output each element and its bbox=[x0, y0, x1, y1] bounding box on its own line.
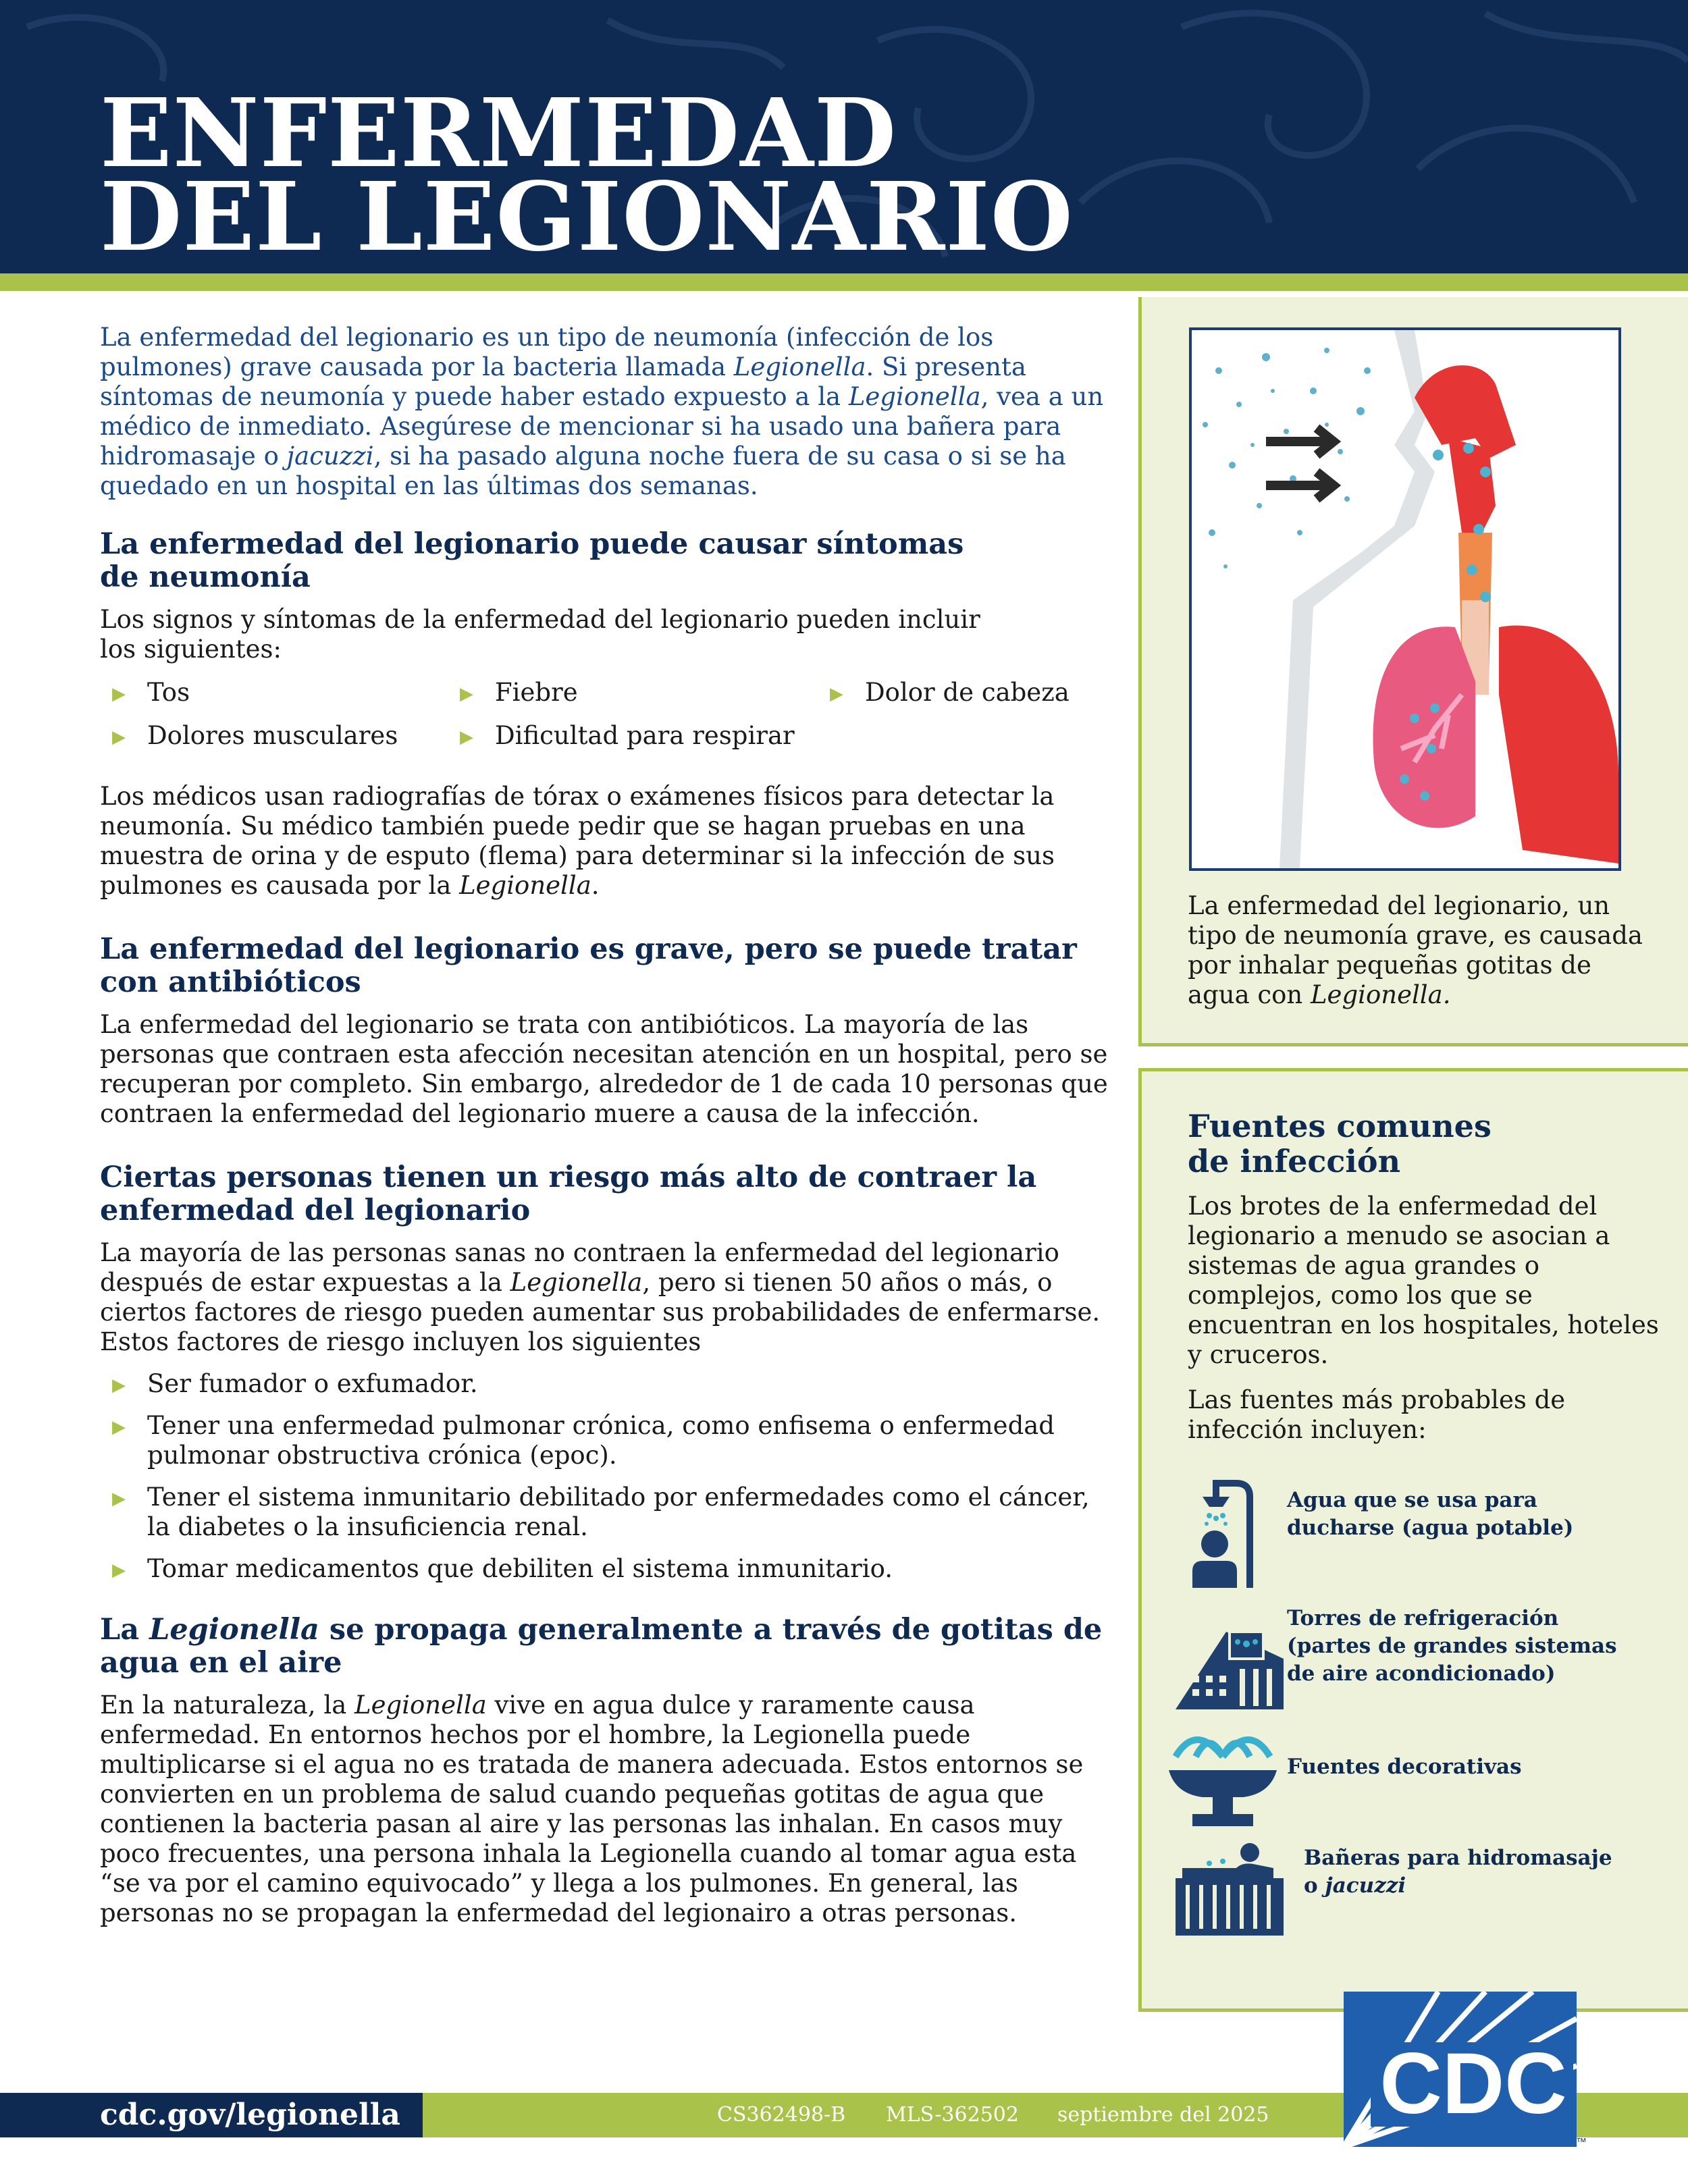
source-item-fountain bbox=[1162, 1716, 1675, 1831]
sources-panel bbox=[1138, 1068, 1688, 2012]
source-label-italic: jacuzzi bbox=[1325, 1873, 1406, 1898]
symptoms-intro-line-2: los siguientes: bbox=[100, 635, 282, 664]
illustration-panel bbox=[1138, 297, 1688, 1046]
caption-italic: Legionella. bbox=[1310, 980, 1451, 1009]
source-label bbox=[1304, 1844, 1612, 1900]
sources-heading bbox=[1188, 1109, 1492, 1179]
footer-date: septiembre del 2025 bbox=[1057, 2103, 1269, 2127]
symptoms-list bbox=[100, 678, 1119, 751]
sources-paragraph: Los brotes de la enfermedad del legionario a menudo se asocian a sistemas de agua grandes o complejos, como los que se encuentran en los hospitales, hoteles y cruceros. bbox=[1188, 1192, 1659, 1369]
cdc-logo bbox=[1344, 1992, 1587, 2154]
intro-text-4: , si ha pasado alguna noche fuera de su casa o si se ha quedado en un hospital en las últimas dos semanas. bbox=[100, 442, 1066, 500]
diagnosis-italic: Legionella bbox=[459, 871, 591, 900]
footer-url-link[interactable]: cdc.gov/legionella bbox=[0, 2093, 423, 2137]
spread-heading-post: se propaga generalmente a través de gotitas de bbox=[319, 1613, 1103, 1647]
spread-text: En la naturaleza, la bbox=[100, 1690, 355, 1720]
cdc-logo-text: CDC bbox=[1379, 2035, 1567, 2132]
footer-code-1: CS362498-B bbox=[717, 2103, 846, 2127]
header-banner bbox=[0, 0, 1688, 273]
list-item: ▶ Tomar medicamentos que debiliten el sistema inmunitario. bbox=[100, 1554, 1119, 1584]
sources-intro: Las fuentes más probables de infección incluyen: bbox=[1188, 1385, 1566, 1444]
fountain-icon bbox=[1162, 1716, 1284, 1831]
sources-heading-line-1: Fuentes comunes bbox=[1188, 1108, 1492, 1144]
hot-tub-icon bbox=[1162, 1831, 1290, 1946]
risk-heading bbox=[100, 1161, 1119, 1227]
shower-icon bbox=[1162, 1476, 1284, 1591]
lung-illustration bbox=[1189, 327, 1621, 871]
spread-italic: Legionella bbox=[354, 1690, 487, 1720]
list-item: ▶ Dolores musculares bbox=[100, 721, 448, 751]
symptoms-heading-line-2: de neumonía bbox=[100, 560, 311, 594]
source-label-line: Torres de refrigeración bbox=[1287, 1606, 1559, 1630]
risk-text: La mayoría de las personas sanas no contraen la enfermedad del legionario después de estar expuestas a la bbox=[100, 1238, 1059, 1297]
risk-heading-line-2: enfermedad del legionario bbox=[100, 1194, 531, 1227]
intro-paragraph bbox=[100, 323, 1119, 501]
spread-heading-pre: La bbox=[100, 1613, 150, 1647]
treatment-paragraph: La enfermedad del legionario se trata con antibióticos. La mayoría de las personas que contraen esta afección necesitan atención en un hospital, pero se recuperan por completo. Sin embargo, alrededor de 1 de cada 10 personas que contraen la enfermedad del legionario muere a causa de la infección. bbox=[100, 1010, 1108, 1128]
spread-heading-italic: Legionella bbox=[149, 1613, 319, 1647]
list-item: ▶ Tener una enfermedad pulmonar crónica, como enfisema o enfermedad pulmonar obstructiva crónica (epoc). bbox=[100, 1411, 1119, 1470]
intro-italic-3: jacuzzi bbox=[286, 442, 374, 471]
source-label bbox=[1287, 1487, 1573, 1542]
cooling-tower-icon bbox=[1162, 1605, 1290, 1720]
intro-text-2: . Si presenta síntomas de neumonía y puede haber estado expuesto a la bbox=[100, 352, 1026, 411]
intro-text-1: La enfermedad del legionario es un tipo de neumonía (infección de los pulmones) grave causada por la bacteria llamada bbox=[100, 323, 994, 381]
symptoms-intro bbox=[100, 605, 1119, 664]
symptoms-intro-line-1: Los signos y síntomas de la enfermedad del legionario pueden incluir bbox=[100, 605, 980, 634]
cdc-logo-tm: ™ bbox=[1576, 2137, 1587, 2148]
header-divider bbox=[0, 273, 1688, 291]
treatment-heading-line-2: con antibióticos bbox=[100, 965, 361, 999]
source-label-line: Bañeras para hidromasaje bbox=[1304, 1846, 1612, 1870]
source-item-hot-tub bbox=[1162, 1831, 1675, 1946]
risk-text-end: , pero si tienen 50 años o más, o ciertos factores de riesgo pueden aumentar sus probabilidades de enfermarse. Estos factores de riesgo incluyen los siguientes bbox=[100, 1268, 1101, 1356]
spread-heading-line-1 bbox=[100, 1614, 1119, 1647]
spread-paragraph bbox=[100, 1690, 1119, 1928]
list-item: ▶ Dificultad para respirar bbox=[448, 721, 818, 751]
treatment-heading-line-1: La enfermedad del legionario es grave, pero se puede tratar bbox=[100, 932, 1077, 966]
diagnosis-paragraph bbox=[100, 782, 1119, 901]
source-label-line bbox=[1304, 1872, 1612, 1900]
treatment-heading bbox=[100, 933, 1119, 999]
respiratory-diagram-icon bbox=[1192, 330, 1618, 868]
spread-text-end: vive en agua dulce y raramente causa enfermedad. En entornos hechos por el hombre, la Legionella puede multiplicarse si el agua no es tratada de manera adecuada. Estos entornos se convierten en un problema de salud cuando pequeñas gotitas de agua que contienen la bacteria pasan al aire y las personas las inhalan. En casos muy poco frecuentes, una persona inhala la Legionella cuando al tomar agua esta “se va por el camino equivocado” y llega a los pulmones. En general, las personas no se propagan la enfermedad del legionairo a otras personas. bbox=[100, 1690, 1084, 1927]
list-item: ▶ Tos bbox=[100, 678, 448, 708]
risk-paragraph bbox=[100, 1238, 1119, 1357]
risk-list bbox=[100, 1369, 1119, 1584]
list-item: ▶ Fiebre bbox=[448, 678, 818, 708]
source-label-line: (partes de grandes sistemas bbox=[1287, 1634, 1617, 1658]
title-line-1: ENFERMEDAD bbox=[100, 78, 897, 189]
illustration-caption bbox=[1188, 891, 1654, 1010]
source-item-shower bbox=[1162, 1476, 1675, 1591]
list-item: ▶ Ser fumador o exfumador. bbox=[100, 1369, 1119, 1399]
intro-italic-1: Legionella bbox=[733, 352, 866, 381]
source-label bbox=[1287, 1605, 1617, 1688]
diagnosis-text-end: . bbox=[591, 871, 600, 900]
intro-text-3: , vea a un médico de inmediato. Asegúrese de mencionar si ha usado una bañera para hidromasaje o bbox=[100, 382, 1104, 471]
risk-heading-line-1: Ciertas personas tienen un riesgo más alto de contraer la bbox=[100, 1161, 1037, 1194]
page-title bbox=[100, 78, 1074, 273]
main-column bbox=[100, 323, 1119, 1928]
intro-italic-2: Legionella bbox=[848, 382, 981, 411]
source-label-line: ducharse (agua potable) bbox=[1287, 1516, 1574, 1540]
source-label-line: Agua que se usa para bbox=[1287, 1488, 1537, 1512]
footer-code-2: MLS-362502 bbox=[886, 2103, 1019, 2127]
source-label-line: de aire acondicionado) bbox=[1287, 1661, 1556, 1686]
cdc-logo-icon bbox=[1344, 1992, 1587, 2154]
title-line-2: DEL LEGIONARIO bbox=[100, 162, 1074, 273]
list-item: ▶ Tener el sistema inmunitario debilitado por enfermedades como el cáncer, la diabetes o la insuficiencia renal. bbox=[100, 1483, 1119, 1542]
symptoms-heading-line-1: La enfermedad del legionario puede causar síntomas bbox=[100, 527, 964, 561]
symptoms-heading bbox=[100, 528, 1119, 594]
diagnosis-text: Los médicos usan radiografías de tórax o exámenes físicos para detectar la neumonía. Su médico también puede pedir que se hagan pruebas en una muestra de orina y de esputo (flema) para determinar si la infección de sus pulmones es causada por la bbox=[100, 782, 1055, 900]
source-label-pre: o bbox=[1304, 1873, 1325, 1898]
source-label: Fuentes decorativas bbox=[1287, 1755, 1522, 1779]
source-item-cooling-tower bbox=[1162, 1605, 1675, 1720]
list-item: ▶ Dolor de cabeza bbox=[818, 678, 1074, 708]
risk-italic: Legionella bbox=[510, 1268, 643, 1297]
caption-text: La enfermedad del legionario, un tipo de neumonía grave, es causada por inhalar pequeñas gotitas de agua con bbox=[1188, 891, 1643, 1009]
sources-heading-line-2: de infección bbox=[1188, 1143, 1401, 1179]
spread-heading bbox=[100, 1614, 1119, 1680]
spread-heading-line-2: agua en el aire bbox=[100, 1646, 342, 1680]
